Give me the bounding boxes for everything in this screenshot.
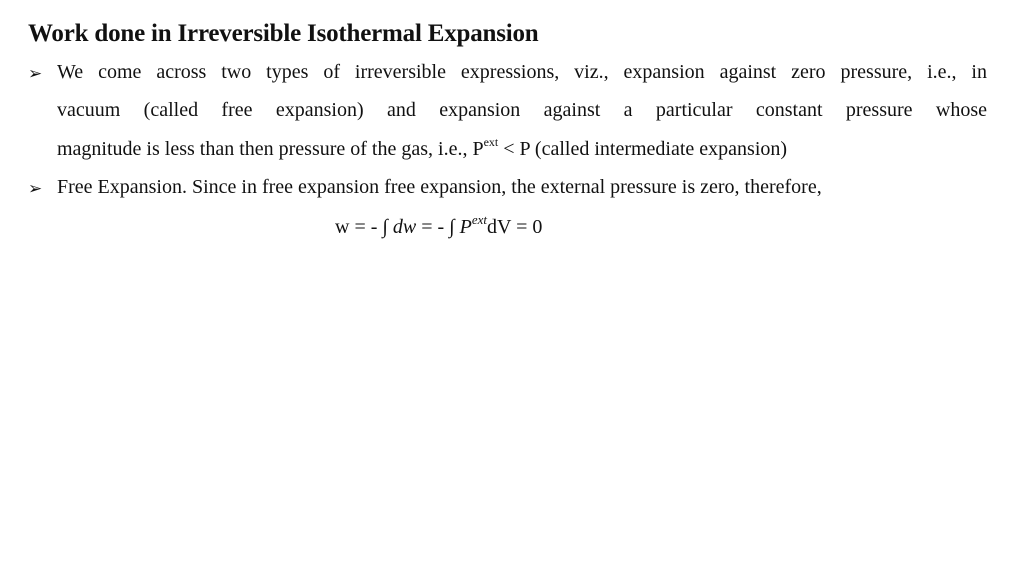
slide-title: Work done in Irreversible Isothermal Expansion [28, 20, 539, 47]
work-equation [335, 212, 543, 239]
bullet-1-line-3-start: magnitude is less than then pressure of the gas, i.e., P [57, 138, 484, 160]
bullet-1-line-1: We come across two types of irreversible expressions, viz., expansion against zero pressure, i.e., in [57, 61, 987, 83]
bullet-1-line-3 [57, 135, 788, 161]
equation-p-sup: ext [471, 212, 488, 227]
equation-p: P [459, 216, 472, 238]
equation-p-ext [459, 212, 488, 238]
bullet-arrow-icon: ➢ [28, 64, 43, 83]
equation-mid: = - ∫ [416, 216, 460, 238]
bullet-arrow-icon: ➢ [28, 179, 43, 198]
equation-lhs: w = - ∫ [335, 216, 393, 238]
equation-dw: dw [392, 216, 417, 238]
bullet-1-line-3-end: < P (called intermediate expansion) [498, 138, 788, 160]
p-ext-superscript: ext [483, 135, 499, 149]
equation-rhs: dV = 0 [487, 216, 543, 238]
bullet-2-text: Free Expansion. Since in free expansion free expansion, the external pressure is zero, therefore, [57, 176, 822, 198]
bullet-1-line-2: vacuum (called free expansion) and expansion against a particular constant pressure whose [57, 99, 987, 121]
